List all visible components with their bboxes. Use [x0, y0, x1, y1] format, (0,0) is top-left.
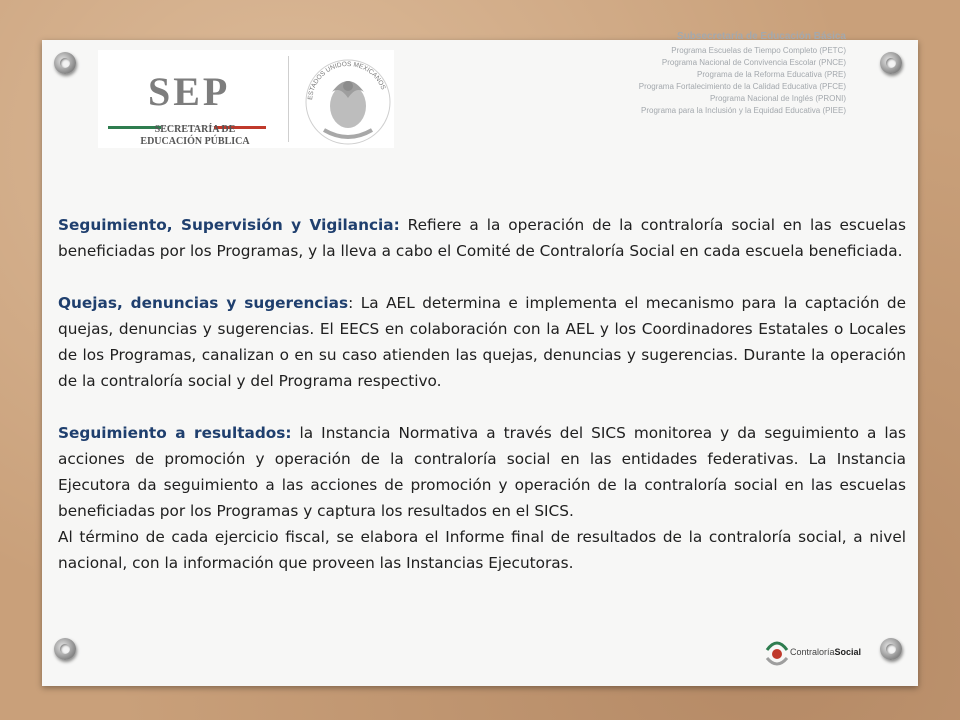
contraloria-social-emblem-icon: [764, 638, 790, 668]
paragraph-text: Refiere a la operación de la contraloría social en las escuelas beneficiadas por los Programas, y la lleva a cabo el Comité de Contraloría Social en cada escuela beneficiada.: [58, 216, 906, 260]
pushpin-icon: [880, 638, 902, 660]
program-item: Programa Escuelas de Tiempo Completo (PETC): [671, 46, 846, 55]
paragraph-text: la Instancia Normativa a través del SICS monitorea y da seguimiento a las acciones de promoción y operación de la contraloría social en las entidades federativas. La Instancia Ejecutora da seguimiento a las acciones de promoción y operación de la contraloría social en las escuelas beneficiadas por los Programas y captura los resultados en el SICS.: [58, 424, 906, 520]
pushpin-icon: [54, 638, 76, 660]
header-title: Subsecretaría de Educación Básica: [677, 31, 846, 42]
paragraph-quejas: [58, 290, 906, 394]
document-body: [58, 212, 906, 576]
paragraph-heading: Quejas, denuncias y sugerencias: [58, 294, 349, 312]
paragraph-text: : La AEL determina e implementa el mecanismo para la captación de quejas, denuncias y sugerencias. El EECS en colaboración con la AEL y los Coordinadores Estatales o Locales de los Programas, canalizan o en su caso atienden las quejas, denuncias y sugerencias. Durante la operación de la contraloría social y del Programa respectivo.: [58, 294, 906, 390]
sep-logo: [98, 50, 394, 148]
program-item: Programa para la Inclusión y la Equidad Educativa (PIEE): [641, 106, 846, 115]
program-item: Programa Nacional de Convivencia Escolar (PNCE): [661, 58, 846, 67]
flag-color-bars: [108, 116, 268, 119]
program-item: Programa Fortalecimiento de la Calidad Educativa (PFCE): [638, 82, 846, 91]
program-list: [639, 30, 846, 117]
pushpin-icon: [880, 52, 902, 74]
paragraph-resultados: [58, 420, 906, 524]
pushpin-icon: [54, 52, 76, 74]
seal-text: ESTADOS UNIDOS MEXICANOS: [307, 60, 387, 101]
paragraph-heading: Seguimiento, Supervisión y Vigilancia:: [58, 216, 400, 234]
national-seal-icon: [302, 52, 394, 146]
program-item: Programa Nacional de Inglés (PRONI): [709, 94, 846, 103]
logo-divider: [288, 56, 289, 142]
sep-logo-subtitle: SECRETARÍA DE EDUCACIÓN PÚBLICA: [140, 124, 250, 147]
paragraph-heading: Seguimiento a resultados:: [58, 424, 292, 442]
sep-logo-word: SEP: [148, 69, 231, 114]
program-item: Programa de la Reforma Educativa (PRE): [697, 70, 846, 79]
contraloria-social-logo: [764, 636, 876, 670]
paragraph-seguimiento: [58, 212, 906, 264]
contraloria-social-wordmark: ContraloríaSocial: [790, 647, 862, 657]
paragraph-closing: Al término de cada ejercicio fiscal, se elabora el Informe final de resultados de la contraloría social, a nivel nacional, con la información que proveen las Instancias Ejecutoras.: [58, 528, 906, 572]
